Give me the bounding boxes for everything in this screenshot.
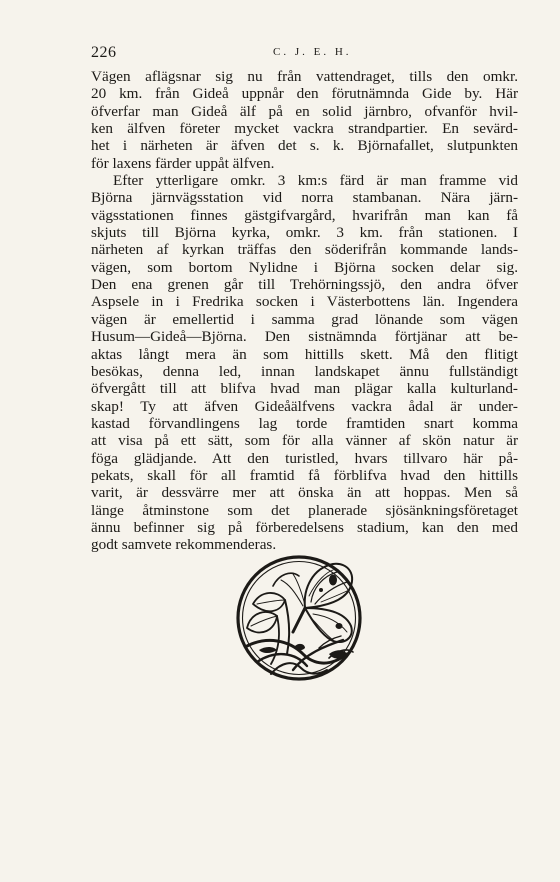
text-line: Björna järnvägsstation vid norra stambanan. Nära järn- — [91, 189, 518, 207]
text-line: Husum—Gideå—Björna. Den sistnämnda förtjänar att be- — [91, 328, 518, 346]
text-line: vägsstationen finnes gästgifvargård, hvarifrån man kan få — [91, 206, 518, 224]
text-line: Aspsele in i Fredrika socken i Västerbottens län. Ingendera — [91, 293, 518, 311]
text-line: 20 km. från Gideå uppnår den förutnämnda Gide by. Här — [91, 85, 518, 103]
text-line: kastad förvandlingens lag torde framtiden snart komma — [91, 414, 518, 432]
text-line: ännu befinner sig på förberedelsens stadium, kan den med — [91, 518, 518, 536]
text-line: att visa på ett sätt, som för alla vänner af skön natur är — [91, 432, 518, 450]
butterfly-vignette-icon — [233, 550, 367, 690]
author-initials: C. J. E. H. — [273, 46, 352, 58]
text-line: varit, är dessvärre mer att önska än att hoppas. Men så — [91, 484, 518, 502]
page-number: 226 — [91, 44, 117, 61]
running-head — [91, 44, 491, 64]
text-line: godt samvete rekommenderas. — [91, 536, 277, 554]
text-line: het i närheten är äfven det s. k. Björnafallet, slutpunkten — [91, 137, 518, 155]
text-line: vägen, som bortom Nylidne i Björna socken delar sig. — [91, 258, 518, 276]
text-line: för laxens färder uppåt älfven. — [91, 154, 275, 172]
text-line: besökas, denna led, innan landskapet ännu fullständigt — [91, 362, 518, 380]
text-line: öfverfar man Gideå älf på en solid järnbro, ofvanför hvil- — [91, 102, 518, 120]
text-line: Efter ytterligare omkr. 3 km:s färd är man framme vid — [113, 172, 518, 190]
text-line: Den ena grenen går till Trehörningssjö, den andra öfver — [91, 276, 518, 294]
body-text — [91, 68, 518, 554]
text-line: aktas långt mera än som hittills skett. Må den flitigt — [91, 345, 518, 363]
text-line: öfvergått till att blifva hvad man plägar kalla kulturland- — [91, 380, 518, 398]
text-line: skjuts till Björna kyrka, omkr. 3 km. från stationen. I — [91, 224, 518, 242]
text-line: länge åtminstone som det planerade sjösänkningsföretaget — [91, 501, 518, 519]
text-line: närheten af kyrkan träffas den söderifrån kommande lands- — [91, 241, 518, 259]
text-line: ken älfven företer mycket vackra strandpartier. En sevärd- — [91, 120, 518, 138]
text-line: vägen är emellertid i samma grad lönande som vägen — [91, 310, 518, 328]
text-line: föga glädjande. Att den turistled, hvars tillvaro här på- — [91, 449, 518, 467]
text-line: skap! Ty att äfven Gideåälfvens vackra ådal är under- — [91, 397, 518, 415]
text-line: Vägen aflägsnar sig nu från vattendraget, tills den omkr. — [91, 68, 518, 85]
text-line: pekats, skall för all framtid få förblifva hvad den hittills — [91, 466, 518, 484]
